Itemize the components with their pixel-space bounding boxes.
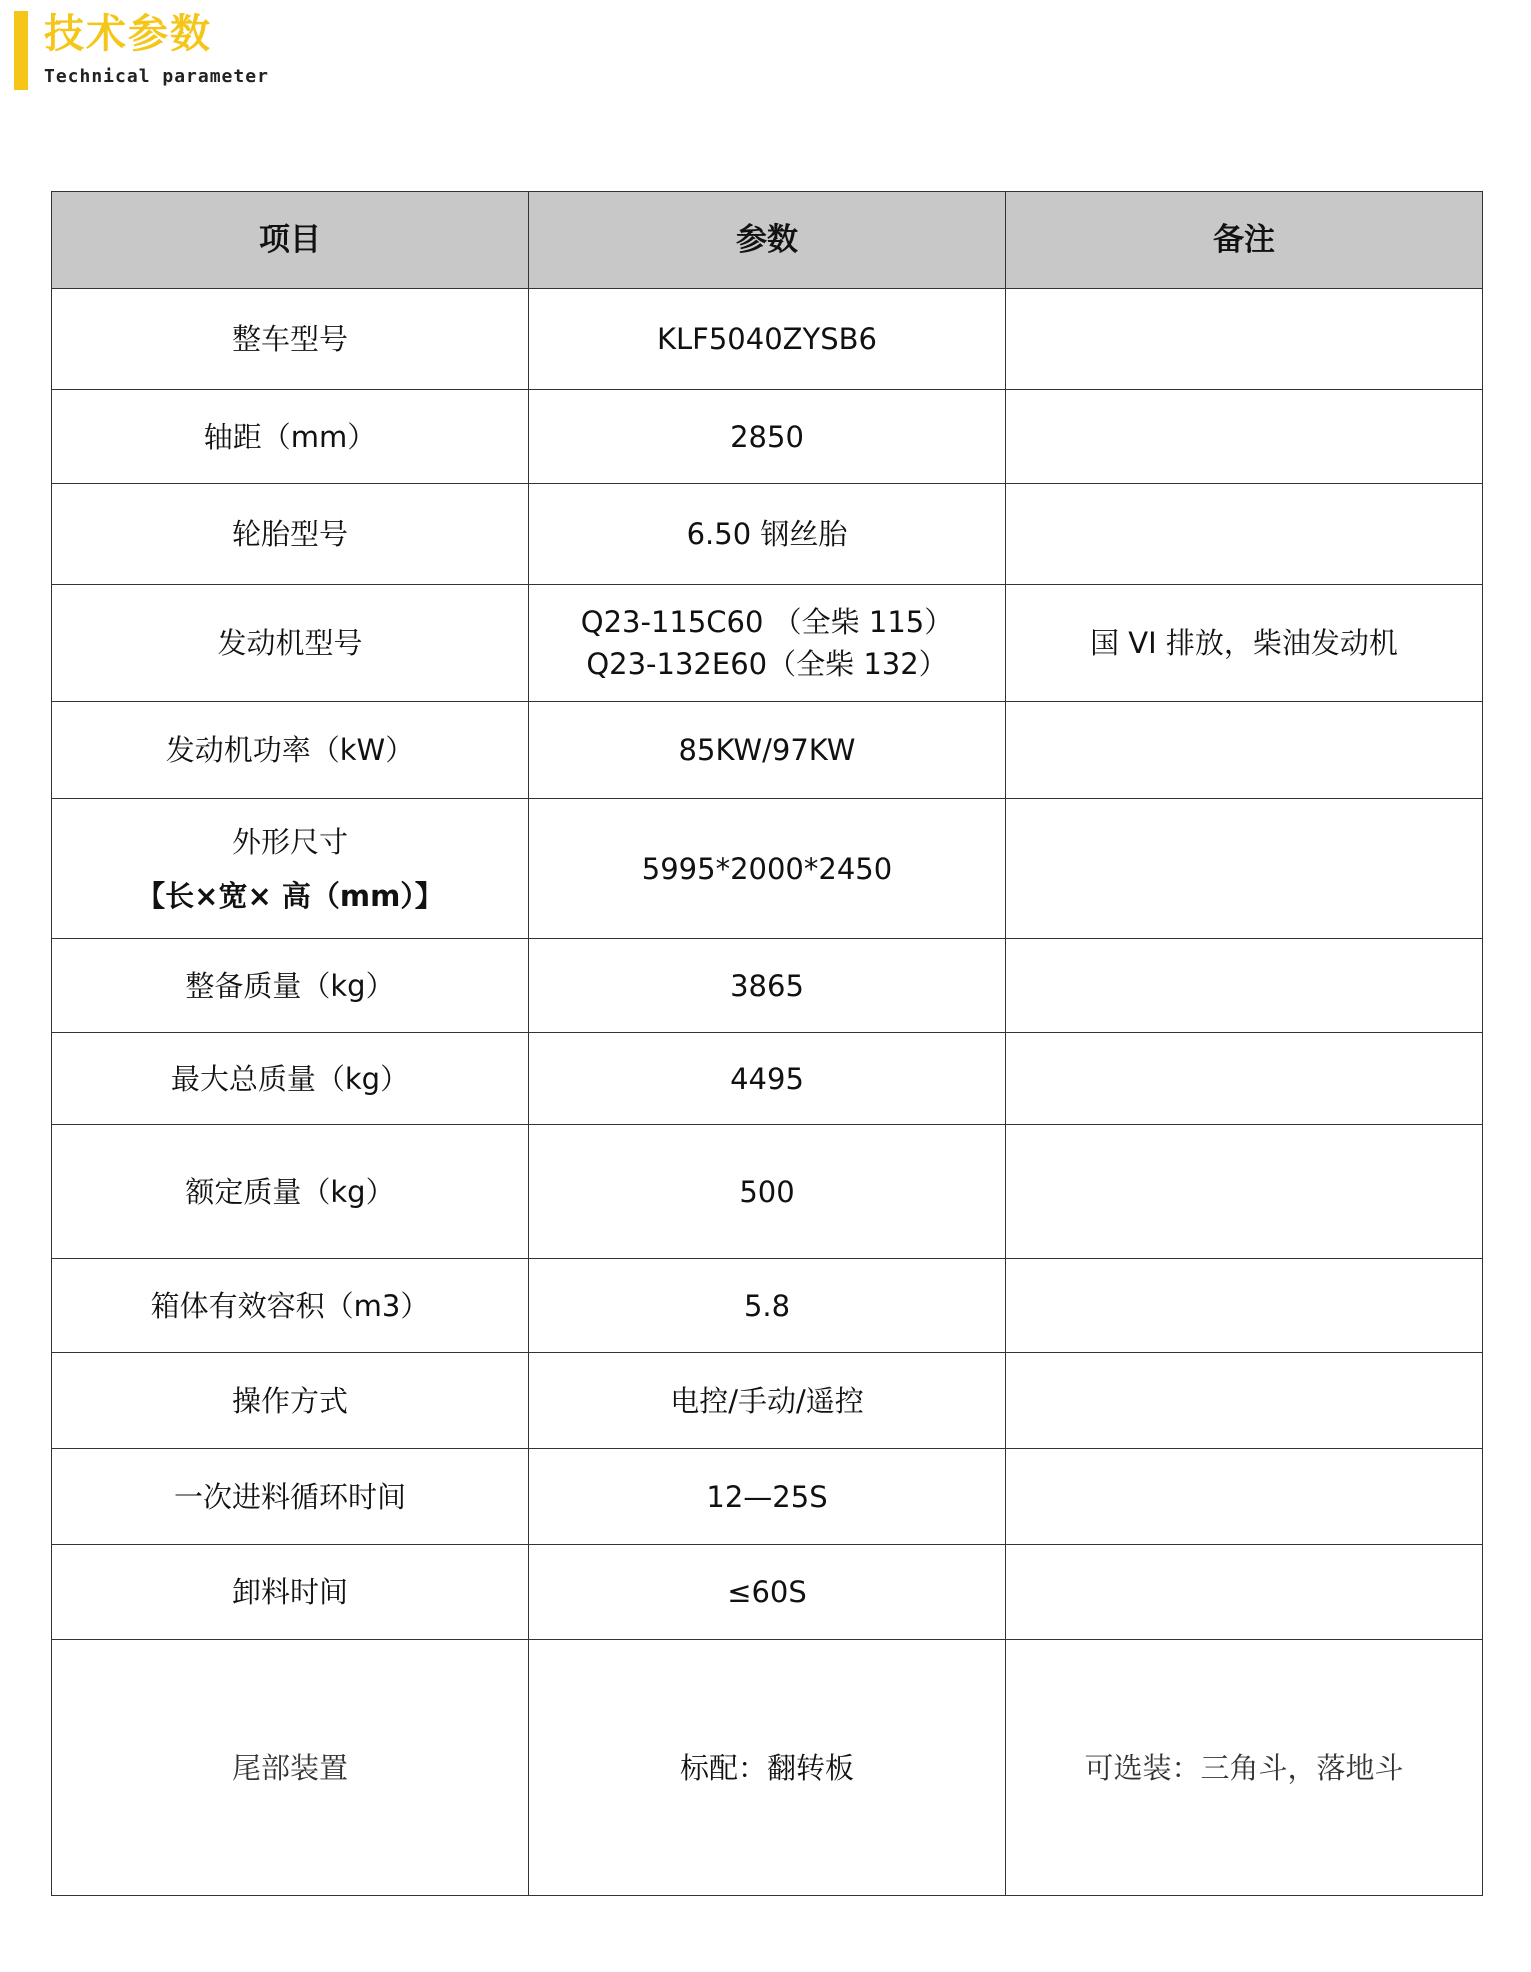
item-line: 外形尺寸 [231, 824, 348, 859]
item-cell: 一次进料循环时间 [52, 1449, 529, 1545]
value-cell: 标配：翻转板 [529, 1640, 1006, 1896]
value-cell: 5995*2000*2450 [529, 799, 1006, 939]
table-row [52, 390, 1483, 484]
value-cell: ≤60S [529, 1545, 1006, 1640]
value-cell: 5.8 [529, 1259, 1006, 1353]
note-cell [1006, 702, 1483, 799]
table-header-row [52, 192, 1483, 289]
value-cell: 4495 [529, 1033, 1006, 1125]
table-row [52, 484, 1483, 585]
column-header-item: 项目 [52, 192, 529, 289]
item-cell: 发动机型号 [52, 585, 529, 702]
page-title: 技术参数 [44, 11, 212, 57]
table-row [52, 939, 1483, 1033]
item-cell: 整备质量（kg） [52, 939, 529, 1033]
note-cell: 可选装：三角斗，落地斗 [1006, 1640, 1483, 1896]
table-row [52, 1125, 1483, 1259]
item-cell: 轴距（mm） [52, 390, 529, 484]
value-cell: 2850 [529, 390, 1006, 484]
note-cell: 国 VI 排放，柴油发动机 [1006, 585, 1483, 702]
value-cell: 电控/手动/遥控 [529, 1353, 1006, 1449]
item-cell: 轮胎型号 [52, 484, 529, 585]
item-cell: 额定质量（kg） [52, 1125, 529, 1259]
table-row [52, 1259, 1483, 1353]
item-cell [52, 799, 529, 939]
value-line: Q23-132E60（全柴 132） [586, 647, 948, 681]
item-cell: 最大总质量（kg） [52, 1033, 529, 1125]
table-row [52, 1449, 1483, 1545]
note-cell [1006, 289, 1483, 390]
table-row [52, 1640, 1483, 1896]
note-cell [1006, 799, 1483, 939]
value-cell: 12—25S [529, 1449, 1006, 1545]
note-cell [1006, 1259, 1483, 1353]
page-subtitle: Technical parameter [44, 66, 269, 87]
value-cell: KLF5040ZYSB6 [529, 289, 1006, 390]
item-cell: 操作方式 [52, 1353, 529, 1449]
value-cell: 6.50 钢丝胎 [529, 484, 1006, 585]
note-cell [1006, 939, 1483, 1033]
table-row [52, 1353, 1483, 1449]
value-line: Q23-115C60 （全柴 115） [580, 605, 954, 639]
value-cell [529, 585, 1006, 702]
item-cell: 箱体有效容积（m3） [52, 1259, 529, 1353]
note-cell [1006, 1449, 1483, 1545]
note-cell [1006, 390, 1483, 484]
item-cell: 整车型号 [52, 289, 529, 390]
table-row [52, 702, 1483, 799]
value-cell: 500 [529, 1125, 1006, 1259]
spec-table [51, 191, 1483, 1896]
column-header-value: 参数 [529, 192, 1006, 289]
header-accent-bar [14, 11, 28, 90]
note-cell [1006, 484, 1483, 585]
table-row [52, 1033, 1483, 1125]
item-line: 【长×宽× 高（mm）】 [136, 878, 444, 913]
table-row [52, 585, 1483, 702]
note-cell [1006, 1125, 1483, 1259]
table-row [52, 799, 1483, 939]
value-cell: 85KW/97KW [529, 702, 1006, 799]
table-row [52, 289, 1483, 390]
note-cell [1006, 1033, 1483, 1125]
item-cell: 发动机功率（kW） [52, 702, 529, 799]
item-cell: 卸料时间 [52, 1545, 529, 1640]
note-cell [1006, 1545, 1483, 1640]
column-header-note: 备注 [1006, 192, 1483, 289]
note-cell [1006, 1353, 1483, 1449]
value-cell: 3865 [529, 939, 1006, 1033]
item-cell: 尾部装置 [52, 1640, 529, 1896]
table-row [52, 1545, 1483, 1640]
